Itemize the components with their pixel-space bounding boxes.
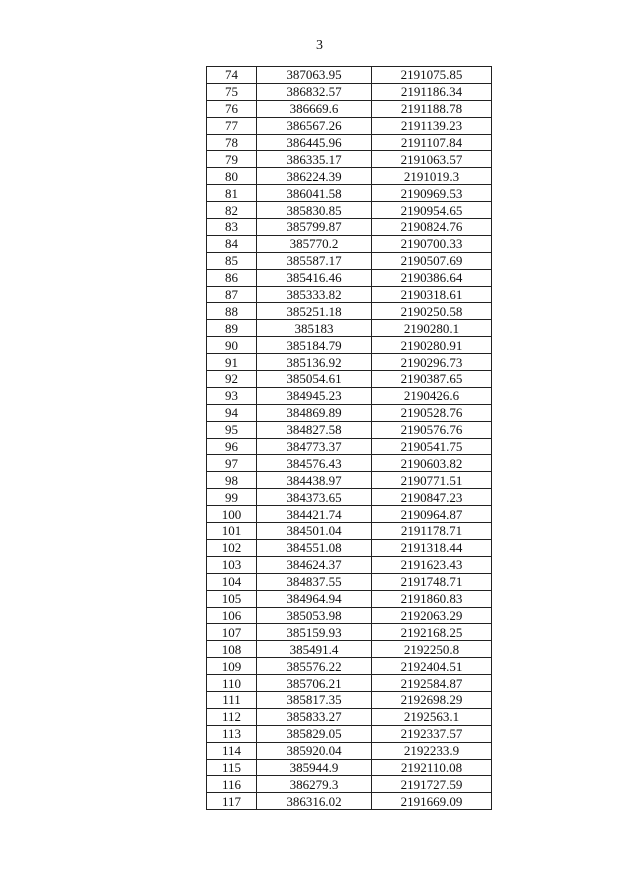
point-number-cell: 91: [207, 354, 257, 371]
y-coordinate-cell: 2190387.65: [372, 371, 492, 388]
table-row: [207, 100, 492, 117]
x-coordinate-cell: 384501.04: [257, 523, 372, 540]
point-number-cell: 112: [207, 708, 257, 725]
table-row: [207, 117, 492, 134]
point-number-cell: 88: [207, 303, 257, 320]
y-coordinate-cell: 2190771.51: [372, 472, 492, 489]
y-coordinate-cell: 2190576.76: [372, 421, 492, 438]
table-row: [207, 371, 492, 388]
point-number-cell: 77: [207, 117, 257, 134]
point-number-cell: 108: [207, 641, 257, 658]
point-number-cell: 86: [207, 269, 257, 286]
y-coordinate-cell: 2190528.76: [372, 404, 492, 421]
point-number-cell: 87: [207, 286, 257, 303]
table-row: [207, 455, 492, 472]
y-coordinate-cell: 2192337.57: [372, 725, 492, 742]
x-coordinate-cell: 387063.95: [257, 67, 372, 84]
point-number-cell: 113: [207, 725, 257, 742]
x-coordinate-cell: 385054.61: [257, 371, 372, 388]
point-number-cell: 109: [207, 658, 257, 675]
point-number-cell: 104: [207, 573, 257, 590]
x-coordinate-cell: 385706.21: [257, 675, 372, 692]
y-coordinate-cell: 2191019.3: [372, 168, 492, 185]
table-row: [207, 691, 492, 708]
point-number-cell: 83: [207, 219, 257, 236]
point-number-cell: 102: [207, 539, 257, 556]
table-row: [207, 320, 492, 337]
x-coordinate-cell: 385576.22: [257, 658, 372, 675]
y-coordinate-cell: 2191727.59: [372, 776, 492, 793]
point-number-cell: 116: [207, 776, 257, 793]
point-number-cell: 100: [207, 506, 257, 523]
point-number-cell: 76: [207, 100, 257, 117]
x-coordinate-cell: 384438.97: [257, 472, 372, 489]
point-number-cell: 101: [207, 523, 257, 540]
table-row: [207, 404, 492, 421]
y-coordinate-cell: 2192063.29: [372, 607, 492, 624]
x-coordinate-cell: 385416.46: [257, 269, 372, 286]
y-coordinate-cell: 2191669.09: [372, 793, 492, 810]
point-number-cell: 95: [207, 421, 257, 438]
point-number-cell: 92: [207, 371, 257, 388]
point-number-cell: 78: [207, 134, 257, 151]
x-coordinate-cell: 385491.4: [257, 641, 372, 658]
table-row: [207, 641, 492, 658]
y-coordinate-cell: 2190318.61: [372, 286, 492, 303]
y-coordinate-cell: 2190386.64: [372, 269, 492, 286]
y-coordinate-cell: 2190954.65: [372, 202, 492, 219]
x-coordinate-cell: 385770.2: [257, 235, 372, 252]
x-coordinate-cell: 384827.58: [257, 421, 372, 438]
point-number-cell: 81: [207, 185, 257, 202]
y-coordinate-cell: 2191188.78: [372, 100, 492, 117]
point-number-cell: 80: [207, 168, 257, 185]
x-coordinate-cell: 385830.85: [257, 202, 372, 219]
x-coordinate-cell: 385920.04: [257, 742, 372, 759]
point-number-cell: 111: [207, 691, 257, 708]
table-row: [207, 219, 492, 236]
point-number-cell: 115: [207, 759, 257, 776]
y-coordinate-cell: 2192110.08: [372, 759, 492, 776]
point-number-cell: 74: [207, 67, 257, 84]
table-row: [207, 303, 492, 320]
table-row: [207, 590, 492, 607]
x-coordinate-cell: 385829.05: [257, 725, 372, 742]
y-coordinate-cell: 2190280.1: [372, 320, 492, 337]
x-coordinate-cell: 384576.43: [257, 455, 372, 472]
x-coordinate-cell: 385136.92: [257, 354, 372, 371]
y-coordinate-cell: 2191748.71: [372, 573, 492, 590]
point-number-cell: 96: [207, 438, 257, 455]
table-row: [207, 523, 492, 540]
x-coordinate-cell: 384421.74: [257, 506, 372, 523]
coordinates-table-body: [207, 67, 492, 810]
table-row: [207, 624, 492, 641]
x-coordinate-cell: 385333.82: [257, 286, 372, 303]
table-row: [207, 151, 492, 168]
table-row: [207, 67, 492, 84]
table-row: [207, 354, 492, 371]
x-coordinate-cell: 386445.96: [257, 134, 372, 151]
y-coordinate-cell: 2191860.83: [372, 590, 492, 607]
table-row: [207, 286, 492, 303]
x-coordinate-cell: 384869.89: [257, 404, 372, 421]
point-number-cell: 93: [207, 387, 257, 404]
y-coordinate-cell: 2190964.87: [372, 506, 492, 523]
y-coordinate-cell: 2190280.91: [372, 337, 492, 354]
y-coordinate-cell: 2190603.82: [372, 455, 492, 472]
x-coordinate-cell: 385184.79: [257, 337, 372, 354]
y-coordinate-cell: 2191075.85: [372, 67, 492, 84]
table-row: [207, 708, 492, 725]
x-coordinate-cell: 386316.02: [257, 793, 372, 810]
table-row: [207, 776, 492, 793]
coordinates-table: [206, 66, 492, 810]
y-coordinate-cell: 2191318.44: [372, 539, 492, 556]
x-coordinate-cell: 386041.58: [257, 185, 372, 202]
x-coordinate-cell: 385833.27: [257, 708, 372, 725]
x-coordinate-cell: 385183: [257, 320, 372, 337]
table-row: [207, 202, 492, 219]
y-coordinate-cell: 2190426.6: [372, 387, 492, 404]
table-row: [207, 185, 492, 202]
y-coordinate-cell: 2191178.71: [372, 523, 492, 540]
point-number-cell: 97: [207, 455, 257, 472]
point-number-cell: 94: [207, 404, 257, 421]
x-coordinate-cell: 386669.6: [257, 100, 372, 117]
point-number-cell: 117: [207, 793, 257, 810]
y-coordinate-cell: 2192563.1: [372, 708, 492, 725]
table-row: [207, 252, 492, 269]
table-row: [207, 556, 492, 573]
x-coordinate-cell: 386279.3: [257, 776, 372, 793]
table-row: [207, 168, 492, 185]
table-row: [207, 658, 492, 675]
table-row: [207, 269, 492, 286]
table-row: [207, 793, 492, 810]
y-coordinate-cell: 2191623.43: [372, 556, 492, 573]
point-number-cell: 103: [207, 556, 257, 573]
point-number-cell: 107: [207, 624, 257, 641]
point-number-cell: 110: [207, 675, 257, 692]
table-row: [207, 573, 492, 590]
table-row: [207, 506, 492, 523]
point-number-cell: 98: [207, 472, 257, 489]
point-number-cell: 75: [207, 83, 257, 100]
x-coordinate-cell: 386224.39: [257, 168, 372, 185]
point-number-cell: 85: [207, 252, 257, 269]
x-coordinate-cell: 384945.23: [257, 387, 372, 404]
table-row: [207, 472, 492, 489]
y-coordinate-cell: 2191139.23: [372, 117, 492, 134]
table-row: [207, 337, 492, 354]
x-coordinate-cell: 384964.94: [257, 590, 372, 607]
point-number-cell: 99: [207, 489, 257, 506]
x-coordinate-cell: 384773.37: [257, 438, 372, 455]
point-number-cell: 79: [207, 151, 257, 168]
table-row: [207, 134, 492, 151]
table-row: [207, 607, 492, 624]
point-number-cell: 82: [207, 202, 257, 219]
point-number-cell: 90: [207, 337, 257, 354]
point-number-cell: 106: [207, 607, 257, 624]
y-coordinate-cell: 2192698.29: [372, 691, 492, 708]
y-coordinate-cell: 2192584.87: [372, 675, 492, 692]
y-coordinate-cell: 2190824.76: [372, 219, 492, 236]
y-coordinate-cell: 2190541.75: [372, 438, 492, 455]
point-number-cell: 84: [207, 235, 257, 252]
point-number-cell: 114: [207, 742, 257, 759]
y-coordinate-cell: 2190969.53: [372, 185, 492, 202]
x-coordinate-cell: 386335.17: [257, 151, 372, 168]
y-coordinate-cell: 2192168.25: [372, 624, 492, 641]
y-coordinate-cell: 2191063.57: [372, 151, 492, 168]
x-coordinate-cell: 385799.87: [257, 219, 372, 236]
y-coordinate-cell: 2190700.33: [372, 235, 492, 252]
table-row: [207, 421, 492, 438]
x-coordinate-cell: 385251.18: [257, 303, 372, 320]
table-row: [207, 725, 492, 742]
table-row: [207, 489, 492, 506]
x-coordinate-cell: 385159.93: [257, 624, 372, 641]
table-row: [207, 675, 492, 692]
x-coordinate-cell: 384624.37: [257, 556, 372, 573]
x-coordinate-cell: 385587.17: [257, 252, 372, 269]
x-coordinate-cell: 385944.9: [257, 759, 372, 776]
x-coordinate-cell: 384373.65: [257, 489, 372, 506]
x-coordinate-cell: 385053.98: [257, 607, 372, 624]
x-coordinate-cell: 384551.08: [257, 539, 372, 556]
table-row: [207, 235, 492, 252]
x-coordinate-cell: 384837.55: [257, 573, 372, 590]
y-coordinate-cell: 2192404.51: [372, 658, 492, 675]
table-row: [207, 539, 492, 556]
y-coordinate-cell: 2192233.9: [372, 742, 492, 759]
x-coordinate-cell: 386832.57: [257, 83, 372, 100]
page-number: 3: [316, 38, 323, 53]
table-row: [207, 438, 492, 455]
y-coordinate-cell: 2190847.23: [372, 489, 492, 506]
y-coordinate-cell: 2190507.69: [372, 252, 492, 269]
y-coordinate-cell: 2191107.84: [372, 134, 492, 151]
y-coordinate-cell: 2192250.8: [372, 641, 492, 658]
x-coordinate-cell: 385817.35: [257, 691, 372, 708]
table-row: [207, 759, 492, 776]
y-coordinate-cell: 2190296.73: [372, 354, 492, 371]
table-row: [207, 742, 492, 759]
table-row: [207, 83, 492, 100]
x-coordinate-cell: 386567.26: [257, 117, 372, 134]
y-coordinate-cell: 2191186.34: [372, 83, 492, 100]
table-row: [207, 387, 492, 404]
y-coordinate-cell: 2190250.58: [372, 303, 492, 320]
point-number-cell: 105: [207, 590, 257, 607]
point-number-cell: 89: [207, 320, 257, 337]
